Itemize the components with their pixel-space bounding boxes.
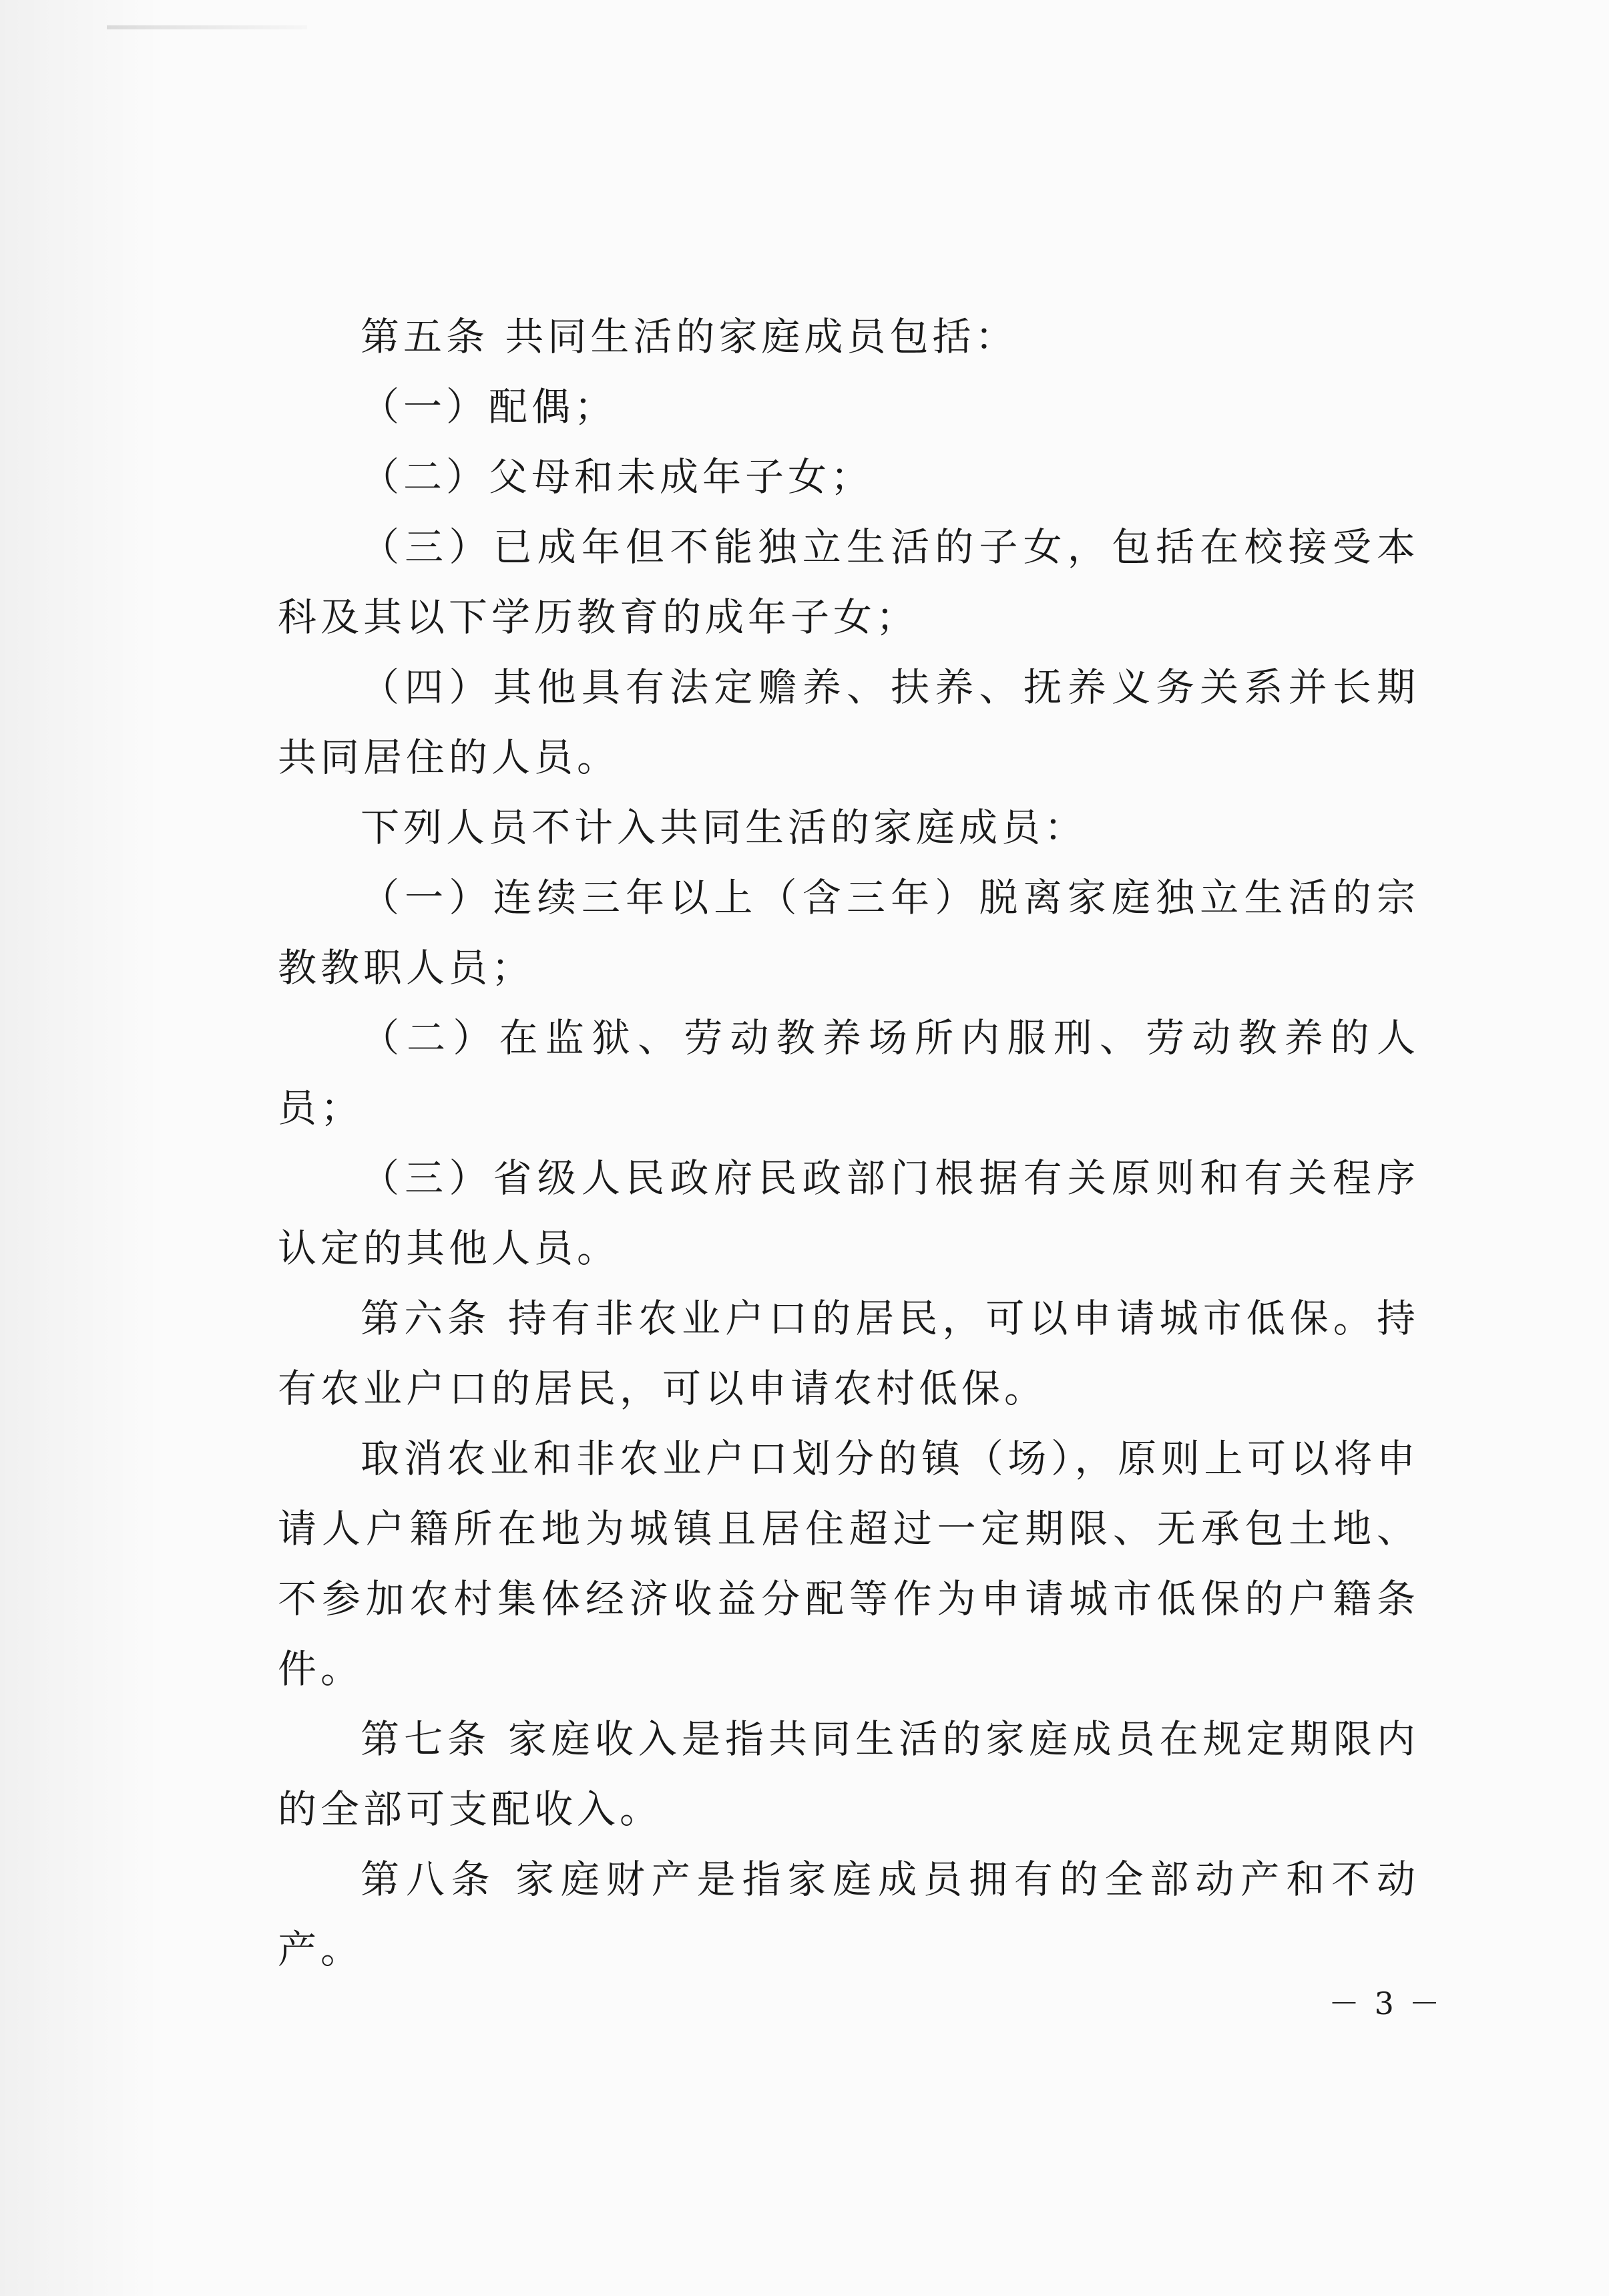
exclusion-heading: 下列人员不计入共同生活的家庭成员： — [361, 805, 1088, 850]
scan-mark-top — [107, 25, 307, 29]
exclusion-item-3: （三）省级人民政府民政部门根据有关原则和有关程序认定的其他人员。 — [278, 1155, 1419, 1271]
exclusion-item-2: （二）在监狱、劳动教养场所内服刑、劳动教养的人员； — [278, 1015, 1419, 1131]
article-5-heading: 第五条 共同生活的家庭成员包括： — [361, 314, 1018, 359]
article-5-item-4: （四）其他具有法定赡养、扶养、抚养义务关系并长期共同居住的人员。 — [278, 664, 1419, 780]
exclusion-item-1: （一）连续三年以上（含三年）脱离家庭独立生活的宗教教职人员； — [278, 875, 1419, 990]
scan-shadow-left — [0, 0, 160, 2296]
article-5-item-1: （一）配偶； — [361, 384, 618, 429]
article-8: 第八条 家庭财产是指家庭成员拥有的全部动产和不动产。 — [278, 1857, 1419, 1972]
page-number: － 3 － — [1329, 1985, 1443, 2022]
document-body — [278, 302, 1419, 1985]
article-5-item-2: （二）父母和未成年子女； — [361, 454, 874, 500]
article-6-paragraph-2: 取消农业和非农业户口划分的镇（场），原则上可以将申请人户籍所在地为城镇且居住超过一定期限、无承包土地、不参加农村集体经济收益分配等作为申请城市低保的户籍条件。 — [278, 1436, 1419, 1692]
article-5-item-3: （三）已成年但不能独立生活的子女，包括在校接受本科及其以下学历教育的成年子女； — [278, 524, 1419, 640]
article-6: 第六条 持有非农业户口的居民，可以申请城市低保。持有农业户口的居民，可以申请农村低保。 — [278, 1296, 1419, 1411]
article-7: 第七条 家庭收入是指共同生活的家庭成员在规定期限内的全部可支配收入。 — [278, 1716, 1419, 1832]
